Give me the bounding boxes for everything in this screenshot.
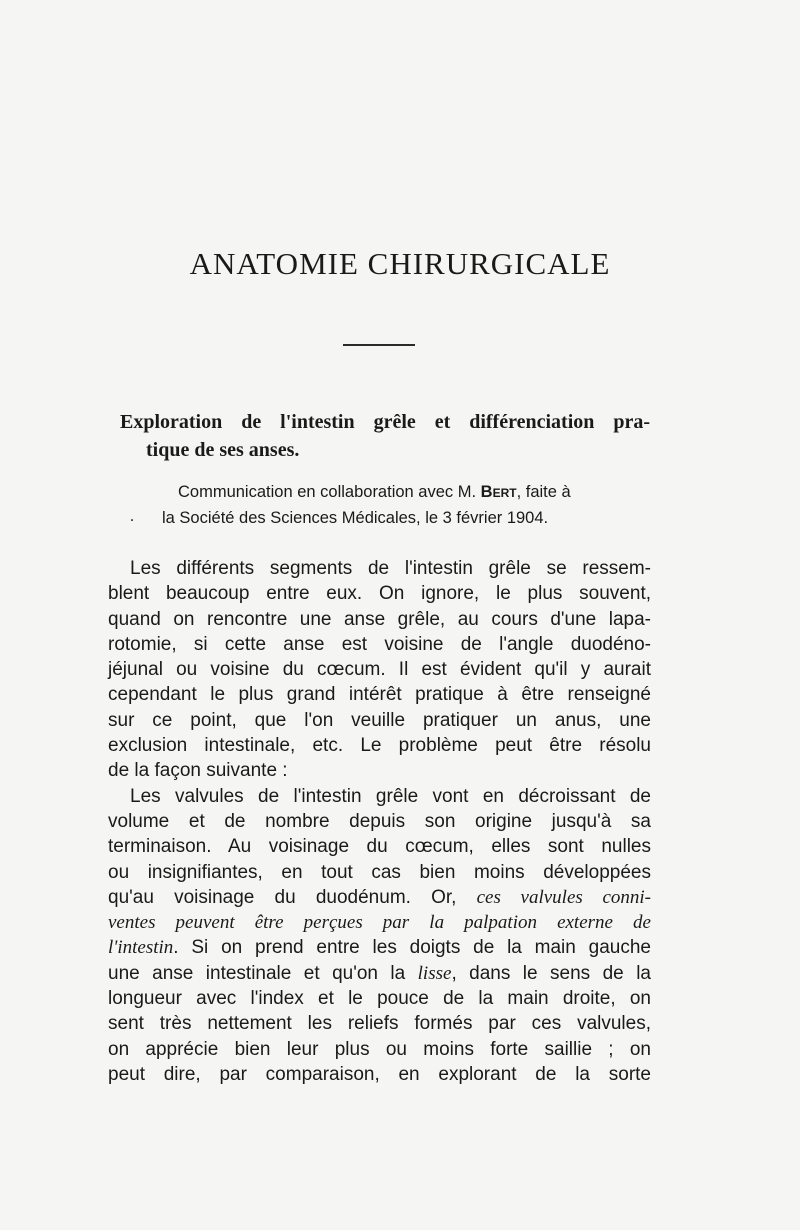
text-line: de la façon suivante : [108, 760, 288, 782]
text-line: blent beaucoup entre eux. On ignore, le plus souvent, [108, 583, 651, 605]
paragraph-1 [108, 556, 651, 784]
communication-line-1 [150, 479, 650, 505]
text-line: terminaison. Au voisinage du cœcum, elles sont nulles [108, 836, 651, 858]
text-line: longueur avec l'index et le pouce de la main droite, on [108, 988, 651, 1010]
text-line: on apprécie bien leur plus ou moins forte saillie ; on [108, 1038, 651, 1060]
communication-suffix: , faite à [516, 483, 571, 501]
text-line: Les valvules de l'intestin grêle vont en décroissant de [130, 785, 651, 807]
communication-note [150, 479, 650, 531]
section-heading [120, 408, 650, 464]
text-span: une anse intestinale et qu'on la [108, 962, 418, 984]
text-span: . Si on prend entre les doigts de la main gauche [173, 937, 651, 959]
body-text [108, 556, 651, 1087]
text-line: peut dire, par comparaison, en explorant de la sorte [108, 1063, 651, 1085]
text-line: sent très nettement les reliefs formés par ces valvules, [108, 1013, 651, 1035]
communication-prefix: Communication en collaboration avec M. [178, 483, 481, 501]
section-heading-line-2: tique de ses anses. [146, 439, 300, 461]
text-line: volume et de nombre depuis son origine jusqu'à sa [108, 810, 651, 832]
text-line [108, 961, 651, 986]
text-span: qu'au voisinage du duodénum. Or, [108, 886, 477, 908]
text-line: Les différents segments de l'intestin grêle se ressem- [130, 558, 651, 579]
text-line: cependant le plus grand intérêt pratique à être renseigné [108, 684, 651, 706]
text-line [108, 885, 651, 910]
text-line [108, 935, 651, 960]
italic-text: ces valvules conni- [476, 886, 651, 908]
author-name: Bert [480, 483, 517, 501]
text-line: rotomie, si cette anse est voisine de l'angle duodéno- [108, 633, 651, 655]
text-line: exclusion intestinale, etc. Le problème peut être résolu [108, 735, 651, 757]
italic-text: ventes peuvent être perçues par la palpation externe de [108, 912, 651, 934]
communication-line-2: la Société des Sciences Médicales, le 3 février 1904. [162, 509, 549, 527]
text-line [108, 910, 651, 935]
text-line: ou insignifiantes, en tout cas bien moins développées [108, 861, 651, 883]
text-span: , dans le sens de la [451, 962, 651, 984]
italic-text: lisse [417, 962, 452, 984]
text-line: jéjunal ou voisine du cœcum. Il est évident qu'il y aurait [108, 659, 651, 681]
text-line: sur ce point, que l'on veuille pratiquer un anus, une [108, 709, 651, 731]
text-line: quand on rencontre une anse grêle, au cours d'une lapa- [108, 608, 651, 630]
paragraph-2 [108, 784, 651, 1088]
page-title: ANATOMIE CHIRURGICALE [189, 246, 611, 281]
title-divider [343, 344, 415, 346]
section-heading-line-1: Exploration de l'intestin grêle et différenciation pra- [120, 411, 650, 433]
italic-text: l'intestin [108, 937, 174, 959]
margin-mark: . [130, 508, 134, 525]
